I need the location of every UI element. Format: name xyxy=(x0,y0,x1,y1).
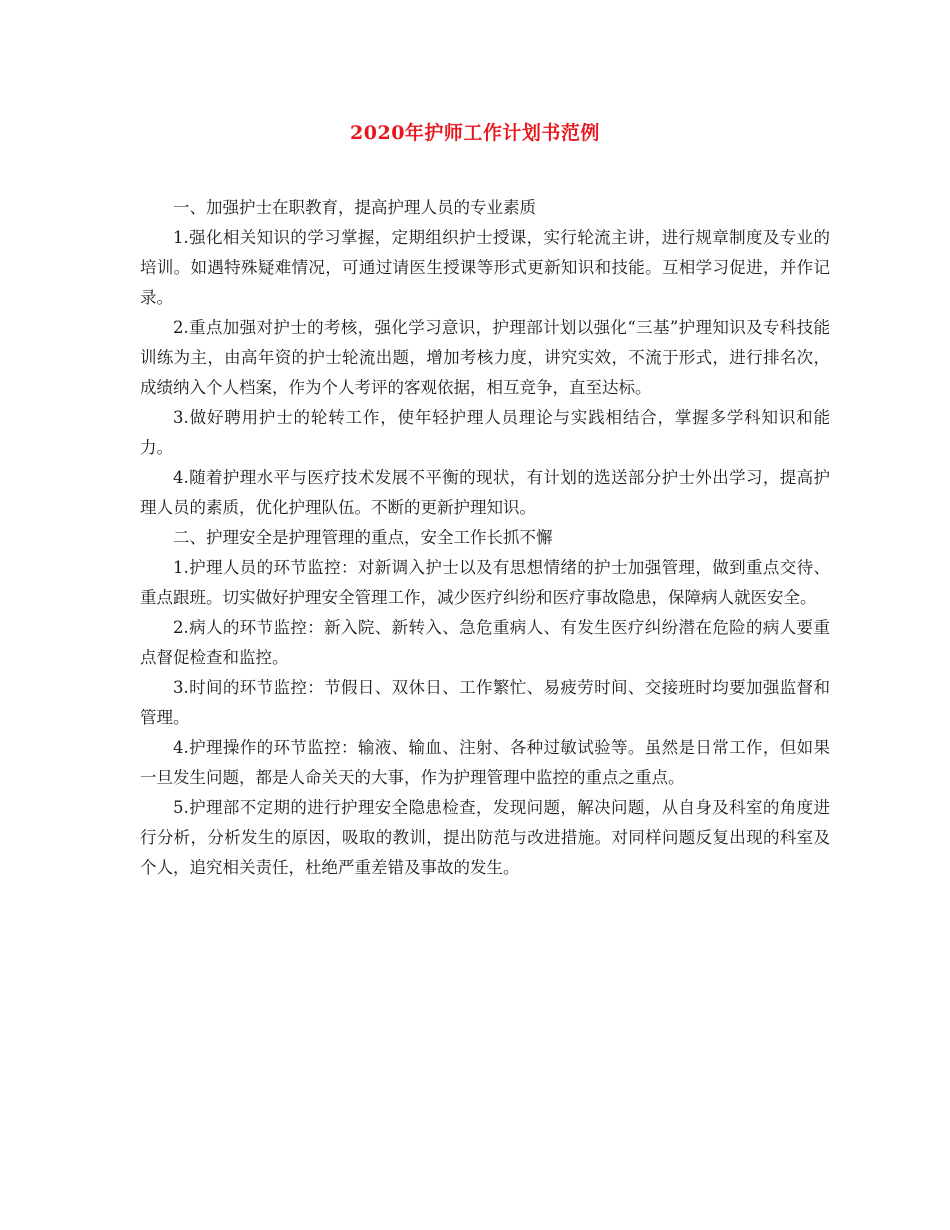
paragraph: 1.强化相关知识的学习掌握，定期组织护士授课，实行轮流主讲，进行规章制度及专业的培训。如遇特殊疑难情况，可通过请医生授课等形式更新知识和技能。互相学习促进，并作记录。 xyxy=(140,228,830,307)
document-body xyxy=(140,193,830,883)
paragraph: 4.护理操作的环节监控：输液、输血、注射、各种过敏试验等。虽然是日常工作，但如果一旦发生问题，都是人命关天的大事，作为护理管理中监控的重点之重点。 xyxy=(140,738,830,787)
paragraph: 3.做好聘用护士的轮转工作，使年轻护理人员理论与实践相结合，掌握多学科知识和能力。 xyxy=(140,408,830,457)
paragraph: 1.护理人员的环节监控：对新调入护士以及有思想情绪的护士加强管理，做到重点交待、重点跟班。切实做好护理安全管理工作，减少医疗纠纷和医疗事故隐患，保障病人就医安全。 xyxy=(140,558,830,607)
section-heading-1: 一、加强护士在职教育，提高护理人员的专业素质 xyxy=(173,198,536,217)
paragraph: 2.重点加强对护士的考核，强化学习意识，护理部计划以强化“三基”护理知识及专科技能训练为主，由高年资的护士轮流出题，增加考核力度，讲究实效，不流于形式，进行排名次，成绩纳入个人档案，作为个人考评的客观依据，相互竞争，直至达标。 xyxy=(140,318,830,397)
paragraph: 3.时间的环节监控：节假日、双休日、工作繁忙、易疲劳时间、交接班时均要加强监督和管理。 xyxy=(140,678,830,727)
section-heading-2: 二、护理安全是护理管理的重点，安全工作长抓不懈 xyxy=(173,528,553,547)
document-title: 2020年护师工作计划书范例 xyxy=(350,122,600,144)
paragraph: 2.病人的环节监控：新入院、新转入、急危重病人、有发生医疗纠纷潜在危险的病人要重点督促检查和监控。 xyxy=(140,618,830,667)
paragraph: 5.护理部不定期的进行护理安全隐患检查，发现问题，解决问题，从自身及科室的角度进行分析，分析发生的原因，吸取的教训，提出防范与改进措施。对同样问题反复出现的科室及个人，追究相关责任，杜绝严重差错及事故的发生。 xyxy=(140,798,830,877)
paragraph: 4.随着护理水平与医疗技术发展不平衡的现状，有计划的选送部分护士外出学习，提高护理人员的素质，优化护理队伍。不断的更新护理知识。 xyxy=(140,468,830,517)
